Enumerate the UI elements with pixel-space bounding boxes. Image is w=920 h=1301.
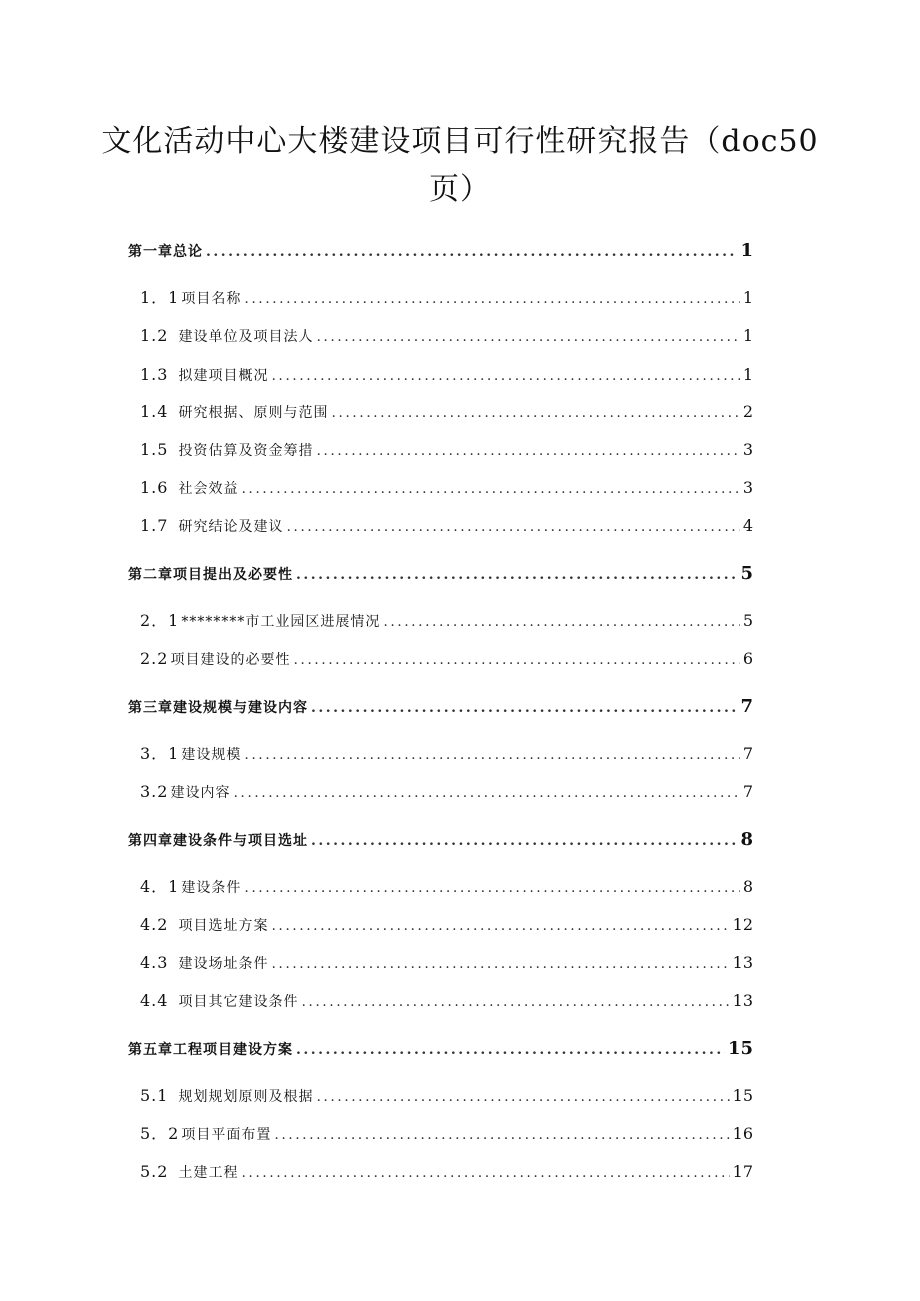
toc-section-entry[interactable]	[140, 476, 753, 500]
toc-entry-label: 社会效益	[178, 481, 239, 497]
toc-entry-number: 5.2	[140, 1162, 169, 1181]
toc-entry-label: 建设内容	[170, 785, 231, 801]
toc-dot-leader	[311, 829, 737, 852]
toc-entry-label: 项目建设的必要性	[170, 652, 291, 668]
toc-entry-page-number: 13	[732, 991, 753, 1010]
toc-dot-leader	[296, 1038, 725, 1061]
toc-entry-number: 1.2	[140, 326, 169, 345]
toc-entry-number: 1.6	[140, 478, 169, 497]
toc-dot-leader	[286, 515, 739, 538]
toc-chapter-entry[interactable]	[128, 562, 753, 586]
toc-dot-leader	[301, 990, 729, 1013]
toc-section-entry[interactable]	[140, 780, 753, 804]
toc-section-entry[interactable]	[140, 1160, 753, 1184]
toc-entry-page-number: 7	[742, 744, 753, 763]
toc-entry-page-number: 5	[740, 563, 753, 584]
toc-dot-leader	[233, 781, 739, 804]
toc-entry-label: 建设单位及项目法人	[178, 329, 314, 345]
toc-entry-page-number: 7	[742, 782, 753, 801]
toc-entry-number: 1.5	[140, 440, 169, 459]
toc-entry-page-number: 3	[742, 440, 753, 459]
toc-dot-leader	[206, 240, 737, 263]
toc-entry-label: 项目名称	[181, 291, 242, 307]
toc-dot-leader	[271, 952, 729, 975]
toc-section-entry[interactable]	[140, 324, 753, 348]
toc-entry-number: 3.2	[140, 782, 169, 801]
toc-entry-number: 3．1	[140, 744, 180, 763]
toc-dot-leader	[383, 610, 739, 633]
toc-entry-label: 第二章项目提出及必要性	[128, 567, 293, 583]
toc-dot-leader	[241, 477, 739, 500]
toc-entry-page-number: 17	[732, 1162, 753, 1181]
toc-section-entry[interactable]	[140, 951, 753, 975]
toc-entry-label: 第四章建设条件与项目选址	[128, 833, 308, 849]
toc-entry-number: 4.3	[140, 953, 169, 972]
toc-entry-page-number: 1	[742, 326, 753, 345]
toc-entry-label: 第一章总论	[128, 244, 203, 260]
toc-entry-page-number: 13	[732, 953, 753, 972]
toc-section-entry[interactable]	[140, 1122, 753, 1146]
toc-section-entry[interactable]	[140, 875, 753, 899]
toc-entry-label: 投资估算及资金筹措	[178, 443, 314, 459]
toc-dot-leader	[244, 876, 739, 899]
toc-section-entry[interactable]	[140, 514, 753, 538]
toc-entry-page-number: 15	[727, 1038, 753, 1059]
toc-section-entry[interactable]	[140, 400, 753, 424]
document-title-line2: 页）	[429, 172, 491, 207]
toc-chapter-entry[interactable]	[128, 239, 753, 263]
toc-entry-label: 建设条件	[181, 880, 242, 896]
toc-dot-leader	[296, 563, 737, 586]
toc-entry-page-number: 1	[742, 365, 753, 384]
toc-entry-page-number: 7	[740, 696, 753, 717]
toc-entry-number: 1.3	[140, 365, 169, 384]
toc-dot-leader	[241, 1161, 729, 1184]
toc-entry-number: 4.2	[140, 915, 169, 934]
toc-section-entry[interactable]	[140, 438, 753, 462]
document-title-line1: 文化活动中心大楼建设项目可行性研究报告（doc50	[101, 124, 819, 159]
toc-entry-label: 拟建项目概况	[178, 368, 269, 384]
toc-dot-leader	[316, 1085, 729, 1108]
toc-section-entry[interactable]	[140, 609, 753, 633]
toc-entry-label: 研究结论及建议	[178, 519, 284, 535]
toc-entry-page-number: 1	[740, 240, 753, 261]
toc-dot-leader	[331, 401, 739, 424]
toc-section-entry[interactable]	[140, 989, 753, 1013]
toc-dot-leader	[274, 1123, 729, 1146]
toc-entry-label: 规划规划原则及根据	[178, 1089, 314, 1105]
toc-entry-number: 2.2	[140, 649, 169, 668]
toc-entry-number: 4．1	[140, 877, 180, 896]
toc-entry-label: 第五章工程项目建设方案	[128, 1042, 293, 1058]
toc-entry-page-number: 4	[742, 516, 753, 535]
toc-entry-page-number: 5	[742, 611, 753, 630]
toc-section-entry[interactable]	[140, 286, 753, 310]
toc-entry-number: 2．1	[140, 611, 180, 630]
toc-entry-label: 建设场址条件	[178, 956, 269, 972]
toc-entry-label: 建设规模	[181, 747, 242, 763]
toc-entry-page-number: 12	[732, 915, 753, 934]
toc-entry-number: 1．1	[140, 288, 180, 307]
toc-dot-leader	[316, 325, 739, 348]
toc-entry-page-number: 1	[742, 288, 753, 307]
toc-entry-label: 项目选址方案	[178, 918, 269, 934]
toc-entry-page-number: 6	[742, 649, 753, 668]
toc-entry-label: 土建工程	[178, 1165, 239, 1181]
toc-dot-leader	[271, 914, 729, 937]
toc-section-entry[interactable]	[140, 1084, 753, 1108]
toc-entry-page-number: 2	[742, 402, 753, 421]
toc-dot-leader	[271, 364, 739, 387]
toc-dot-leader	[316, 439, 739, 462]
toc-entry-page-number: 8	[742, 877, 753, 896]
toc-chapter-entry[interactable]	[128, 695, 753, 719]
toc-entry-number: 4.4	[140, 991, 169, 1010]
toc-section-entry[interactable]	[140, 913, 753, 937]
toc-dot-leader	[244, 743, 739, 766]
toc-dot-leader	[244, 287, 739, 310]
toc-section-entry[interactable]	[140, 363, 753, 387]
toc-chapter-entry[interactable]	[128, 1037, 753, 1061]
toc-entry-page-number: 8	[740, 829, 753, 850]
toc-entry-label: 项目平面布置	[181, 1127, 272, 1143]
toc-entry-label: 研究根据、原则与范围	[178, 405, 329, 421]
toc-chapter-entry[interactable]	[128, 828, 753, 852]
toc-entry-label: 项目其它建设条件	[178, 994, 299, 1010]
toc-section-entry[interactable]	[140, 647, 753, 671]
toc-section-entry[interactable]	[140, 742, 753, 766]
toc-entry-page-number: 3	[742, 478, 753, 497]
toc-entry-page-number: 16	[732, 1124, 753, 1143]
toc-dot-leader	[293, 648, 739, 671]
toc-dot-leader	[311, 696, 737, 719]
toc-entry-page-number: 15	[732, 1086, 753, 1105]
toc-entry-number: 1.4	[140, 402, 169, 421]
toc-entry-number: 5．2	[140, 1124, 180, 1143]
toc-entry-number: 5.1	[140, 1086, 169, 1105]
toc-entry-label: 第三章建设规模与建设内容	[128, 700, 308, 716]
toc-entry-number: 1.7	[140, 516, 169, 535]
toc-entry-label: ********市工业园区进展情况	[181, 614, 381, 630]
